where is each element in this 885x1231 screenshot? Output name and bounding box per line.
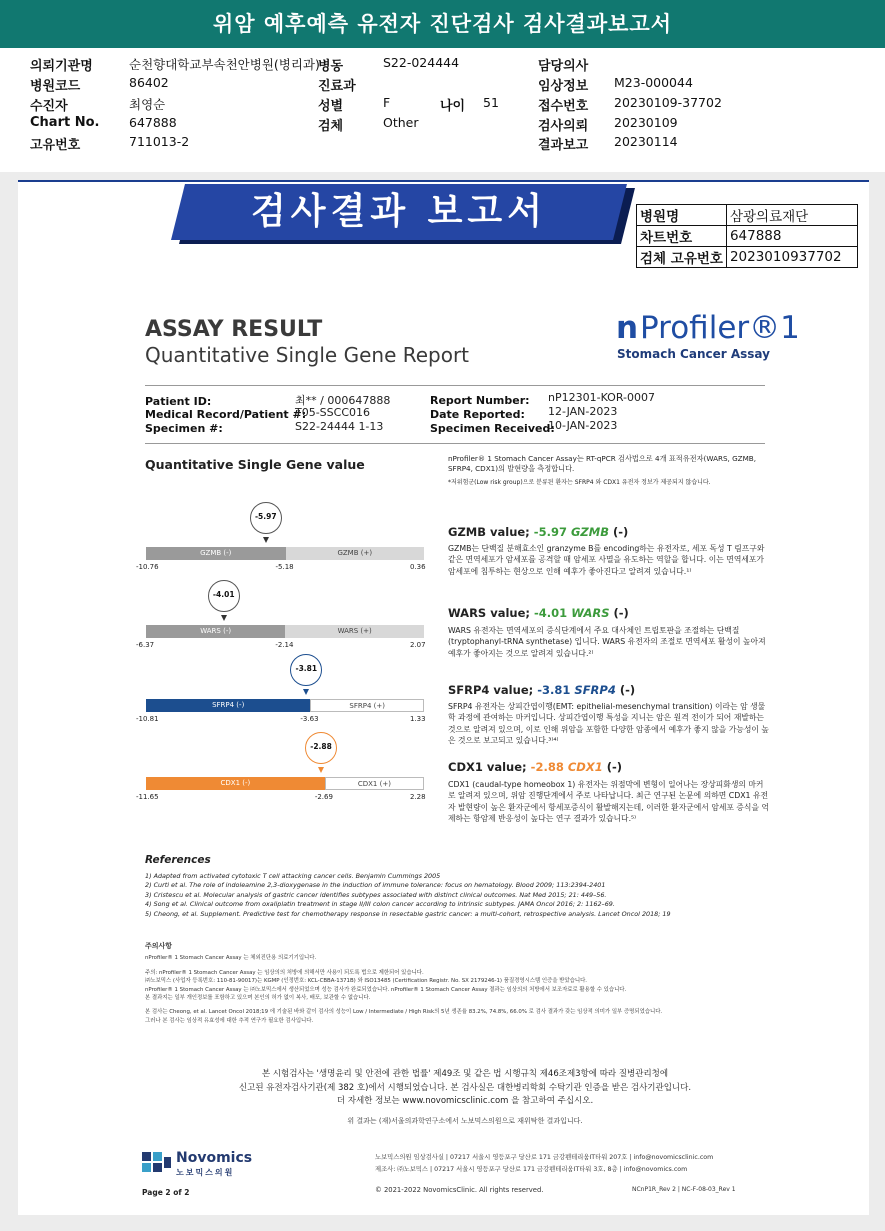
- wars-negative-bar: WARS (-): [146, 625, 285, 638]
- references-title: References: [145, 854, 211, 866]
- patient-value: 최영순: [129, 97, 166, 112]
- chart-label: Chart No.: [30, 115, 100, 130]
- institution-label: 의뢰기관명: [30, 59, 93, 74]
- table-row: [637, 205, 858, 226]
- specimen-number-label: Specimen #:: [145, 422, 223, 435]
- specimen-id-value: 2023010937702: [726, 247, 857, 268]
- novomics-mark-icon: [142, 1152, 172, 1174]
- gzmb-header-label: GZMB value;: [448, 525, 530, 539]
- copyright: © 2021-2022 NovomicsClinic. All rights reserved.: [375, 1186, 544, 1194]
- ward-label: 병동: [318, 59, 344, 74]
- cdx1-negative-bar: CDX1 (-): [146, 777, 325, 790]
- sfrp4-header-label: SFRP4 value;: [448, 683, 534, 697]
- age-value: 51: [483, 95, 499, 110]
- precaution-item: 본 검사는 Cheong, et al. Lancet Oncol 2018;19 에 기술된 바와 같이 검사의 성능이 Low / Intermediate / High Risk의 5년 생존율 83.2%, 74.8%, 66.0% 로 검사 결과가 갖는 임상적 의미가 일부 증명되었습니다.: [145, 1009, 663, 1016]
- sex-label: 성별: [318, 99, 344, 114]
- nprofiler-logo-text: Profiler®1: [640, 310, 800, 346]
- nprofiler-logo-subtitle: Stomach Cancer Assay: [617, 347, 770, 361]
- wars-value-marker: -4.01: [208, 580, 240, 612]
- gzmb-tick-label: 0.36: [410, 563, 426, 571]
- patient-id-value: 최** / 000647888: [295, 394, 391, 407]
- cdx1-positive-bar: CDX1 (+): [325, 777, 424, 790]
- sex-value: F: [383, 95, 391, 110]
- specimen-id-label: 검체 고유번호: [637, 247, 727, 268]
- gzmb-value-pointer: [263, 537, 269, 543]
- wars-value-pointer: [221, 615, 227, 621]
- request-value: 20230109: [614, 115, 678, 130]
- scanned-report-page: [18, 180, 869, 1215]
- page-number: Page 2 of 2: [142, 1188, 190, 1197]
- reference-item: 1) Adapted from activated cytotoxic T cell attacking cancer cells. Benjamin Cummings 2005: [145, 872, 441, 880]
- report-date-label: 결과보고: [538, 138, 589, 153]
- institution-value: 순천향대학교부속천안병원(병리과): [129, 57, 320, 72]
- address-line: 제조사: ㈜노보믹스 | 07217 서울시 영등포구 당산로 171 금강펜테리움IT타워 3호, 8층 | info@novomics.com: [375, 1166, 688, 1173]
- reference-item: 2) Curti et al. The role of indoleamine 2,3-dioxygenase in the induction of immune tolerance: focus on hematology. Blood 2009; 113:2394-2401: [145, 881, 606, 890]
- patient-id-label: Patient ID:: [145, 395, 212, 408]
- age-label: 나이: [440, 99, 466, 114]
- section-title: Quantitative Single Gene value: [145, 457, 365, 472]
- sfrp4-negative-bar: SFRP4 (-): [146, 699, 310, 712]
- precaution-item: nProfiler® 1 Stomach Cancer Assay 는 ㈜노보믹스에서 생산되었으며 성능 검사가 완료되었습니다. nProfiler® 1 Stomach Cancer Assay 결과는 임상의의 처방에서 보조자료로 활용할 수 있습니다.: [145, 986, 627, 993]
- sfrp4-header-value: -3.81: [537, 683, 571, 697]
- cdx1-header-name: CDX1: [567, 760, 603, 774]
- date-reported-value: 12-JAN-2023: [548, 405, 618, 418]
- report-number-label: Report Number:: [430, 394, 530, 407]
- assay-subtitle: Quantitative Single Gene Report: [145, 343, 470, 367]
- specimen-received-value: 10-JAN-2023: [548, 419, 618, 432]
- sfrp4-positive-bar: SFRP4 (+): [310, 699, 424, 712]
- precaution-item: ㈜노보믹스 (사업자 등록번호: 110-81-90017)는 KGMP (인정번호: KCL-CBBA-1371B) 와 ISO13485 (Certification Registr. No. SX 2179246-1) 품질경영시스템 인증을 받았습니다.: [145, 978, 587, 985]
- patient-label: 수진자: [30, 99, 68, 114]
- sfrp4-header: SFRP4 value; -3.81 SFRP4 (-): [448, 683, 636, 697]
- divider: [145, 443, 765, 444]
- gzmb-tick-label: -5.18: [275, 563, 294, 571]
- precaution-item: 본 결과지는 일부 개인정보를 포함하고 있으며 본인의 허가 없이 복사, 배포, 보관할 수 없습니다.: [145, 995, 371, 1002]
- cdx1-tick-label: -11.65: [136, 793, 159, 801]
- wars-tick-label: -6.37: [136, 641, 155, 649]
- sfrp4-value-marker: -3.81: [290, 654, 322, 686]
- request-label: 검사의뢰: [538, 119, 589, 134]
- intro-text: nProfiler® 1 Stomach Cancer Assay는 RT-qPCR 검사법으로 4개 표적유전자(WARS, GZMB, SFRP4, CDX1)의 발현량을 측정합니다.: [448, 454, 757, 473]
- reference-item: 4) Song et al. Clinical outcome from oxaliplatin treatment in stage II/III colon cancer according to intrinsic subtypes. JAMA Oncol 2016; 2: 1162–69.: [145, 900, 615, 909]
- specimen-label: 검체: [318, 119, 344, 134]
- assay-title: ASSAY RESULT: [145, 317, 323, 342]
- sfrp4-header-name: SFRP4: [574, 683, 616, 697]
- gzmb-header-name: GZMB: [570, 525, 609, 539]
- clinical-label: 임상정보: [538, 79, 589, 94]
- cdx1-header-label: CDX1 value;: [448, 760, 527, 774]
- receipt-value: 20230109-37702: [614, 95, 722, 110]
- gzmb-header: GZMB value; -5.97 GZMB (-): [448, 525, 629, 539]
- receipt-label: 접수번호: [538, 99, 589, 114]
- cdx1-header-value: -2.88: [530, 760, 564, 774]
- legal-line: 신고된 유전자검사기관(제 382 호)에서 시행되었습니다. 본 검사실은 대한병리학회 수탁기관 인증을 받은 검사기관입니다.: [238, 1082, 692, 1093]
- report-title-bar: 위암 예후예측 유전자 진단검사 검사결과보고서: [0, 0, 885, 48]
- sfrp4-value-pointer: [303, 689, 309, 695]
- ward-value: S22-024444: [383, 55, 460, 70]
- hospital-code-value: 86402: [129, 75, 169, 90]
- banner-title: 검사결과 보고서: [251, 191, 547, 232]
- document-code: NCnP1R_Rev 2 | NC-F-08-03_Rev 1: [632, 1186, 736, 1193]
- chart-number-value: 647888: [726, 226, 857, 247]
- wars-description: WARS 유전자는 면역세포의 증식단계에서 주요 대사체인 트립토판을 조절하는 단백질(tryptophanyl-tRNA synthetase) 입니다. WARS 유전자의 조절로 면역세포 활성이 높아져 예후가 좋아지는 것으로 알려져 있습니다.²⁾: [448, 626, 766, 658]
- hospital-name-value: 삼광의료재단: [726, 205, 857, 226]
- legal-notice: [145, 1068, 785, 1109]
- mrn-value: T05-SSCC016: [295, 406, 371, 419]
- cdx1-description: CDX1 (caudal-type homeobox 1) 유전자는 위점막에 변형이 일어나는 장상피화생의 마커로 알려져 있으며, 위암 진행단계에서 주로 나타납니다. 최근 연구된 논문에 의하면 CDX1 유전자 발현량이 높은 환자군에서 항세포증식이 활발해지는데, 이러한 환자군에서 암세포 증식을 억제하는 항암제 반응성이 높다는 연구 결과가 있습니다.⁵⁾: [448, 780, 769, 823]
- legal-line: 본 시험검사는 '생명윤리 및 안전에 관한 법률' 제49조 및 같은 법 시행규칙 제46조제3항에 따라 질병관리청에: [261, 1069, 669, 1079]
- gzmb-tick-label: -10.76: [136, 563, 159, 571]
- report-number-value: nP12301-KOR-0007: [548, 391, 655, 404]
- doctor-label: 담당의사: [538, 59, 589, 74]
- gzmb-header-value: -5.97: [533, 525, 567, 539]
- hospital-code-label: 병원코드: [30, 79, 81, 94]
- reconsignment-note: 위 결과는 (재)서울의과학연구소에서 노보믹스의원으로 재위탁한 결과입니다.: [347, 1117, 583, 1125]
- precaution-item: 그러나 본 검사는 임상적 유효성에 대한 추적 연구가 필요한 검사입니다.: [145, 1017, 314, 1024]
- order-info-panel: [0, 48, 885, 172]
- header-rule: [18, 180, 869, 182]
- date-reported-label: Date Reported:: [430, 408, 525, 421]
- legal-line: 더 자세한 정보는 www.novomicsclinic.com 을 참고하여 주십시오.: [336, 1096, 594, 1106]
- table-row: [637, 226, 858, 247]
- sfrp4-tick-label: 1.33: [410, 715, 426, 723]
- brand-name: Novomics: [176, 1150, 253, 1166]
- table-row: [637, 247, 858, 268]
- precautions: [145, 942, 785, 1025]
- footer-address: [375, 1152, 713, 1176]
- wars-header-value: -4.01: [534, 606, 568, 620]
- chart-number-label: 차트번호: [637, 226, 727, 247]
- specimen-received-label: Specimen Received:: [430, 422, 555, 435]
- wars-header-label: WARS value;: [448, 606, 530, 620]
- precaution-item: 주의: nProfiler® 1 Stomach Cancer Assay 는 임상의의 처방에 의해서만 사용이 되도록 법으로 제한되어 있습니다.: [145, 969, 424, 976]
- precautions-title: 주의사항: [145, 942, 173, 950]
- hospital-id-table: [636, 204, 858, 268]
- precaution-item: nProfiler® 1 Stomach Cancer Assay 는 체외진단용 의료기기입니다.: [145, 955, 317, 962]
- clinical-value: M23-000044: [614, 75, 693, 90]
- cdx1-tick-label: 2.28: [410, 793, 426, 801]
- brand-name-korean: 노보믹스의원: [176, 1168, 235, 1177]
- mrn-label: Medical Record/Patient #:: [145, 408, 307, 421]
- intro-note: *저위험군(Low risk group)으로 분류된 환자는 SFRP4 와 CDX1 유전자 정보가 제공되지 않습니다.: [448, 479, 711, 486]
- address-line: 노보믹스의원 임상검사실 | 07217 서울시 영등포구 당산로 171 금강펜테리움IT타워 207호 | info@novomicsclinic.com: [375, 1154, 714, 1161]
- unique-label: 고유번호: [30, 138, 81, 153]
- gzmb-positive-bar: GZMB (+): [286, 547, 425, 560]
- unique-value: 711013-2: [129, 134, 190, 149]
- sfrp4-tick-label: -3.63: [300, 715, 319, 723]
- wars-tick-label: -2.14: [275, 641, 294, 649]
- reference-item: 5) Cheong, et al. Supplement. Predictive test for chemotherapy response in resectable gastric cancer: a multi-cohort, retrospective analysis. Lancet Oncol 2018; 19: [145, 909, 671, 918]
- cdx1-tick-label: -2.69: [314, 793, 333, 801]
- chart-value: 647888: [129, 115, 177, 130]
- wars-header-name: WARS: [571, 606, 610, 620]
- cdx1-value-pointer: [318, 767, 324, 773]
- assay-intro: [448, 454, 778, 488]
- cdx1-header: CDX1 value; -2.88 CDX1 (-): [448, 760, 623, 774]
- wars-header: WARS value; -4.01 WARS (-): [448, 606, 629, 620]
- hospital-name-label: 병원명: [637, 205, 727, 226]
- reference-item: 3) Cristescu et al. Molecular analysis of gastric cancer identifies subtypes associated with distinct clinical outcomes. Nat Med 2015; 21: 449–56.: [145, 890, 607, 899]
- sfrp4-description: SFRP4 유전자는 상피간엽이행(EMT: epithelial-mesenchymal transition) 이라는 암 생물학 과정에 관여하는 마커입니다. 상피간엽이행 특성을 지니는 암은 원격 전이가 되어 재발하는 것으로 알려져 있으며, 이로 인해 위암을 포함한 다양한 암종에서 예후가 좋지 않을 가능성이 높은 것으로 보고되고 있습니다.³⁾⁴⁾: [448, 702, 769, 745]
- specimen-number-value: S22-24444 1-13: [295, 420, 384, 433]
- report-date-value: 20230114: [614, 134, 678, 149]
- nprofiler-logo-n: n: [616, 310, 639, 346]
- cdx1-value-marker: -2.88: [305, 732, 337, 764]
- divider: [145, 385, 765, 386]
- specimen-value: Other: [383, 115, 419, 130]
- gzmb-negative-bar: GZMB (-): [146, 547, 286, 560]
- dept-label: 진료과: [318, 79, 356, 94]
- wars-positive-bar: WARS (+): [285, 625, 424, 638]
- sfrp4-tick-label: -10.81: [136, 715, 159, 723]
- references-list: [145, 872, 785, 919]
- gzmb-value-marker: -5.97: [250, 502, 282, 534]
- wars-tick-label: 2.07: [410, 641, 426, 649]
- gzmb-description: GZMB는 단백질 분해효소인 granzyme B를 encoding하는 유전자로, 세포 독성 T 림프구와 같은 면역세포가 암세포를 공격할 때 암세포 사멸을 유도하는 역할을 합니다. 이는 면역세포가 암세포에 침투하는 현상으로 인해 예후가 좋아진다고 알려져 있습니다.¹⁾: [448, 544, 765, 576]
